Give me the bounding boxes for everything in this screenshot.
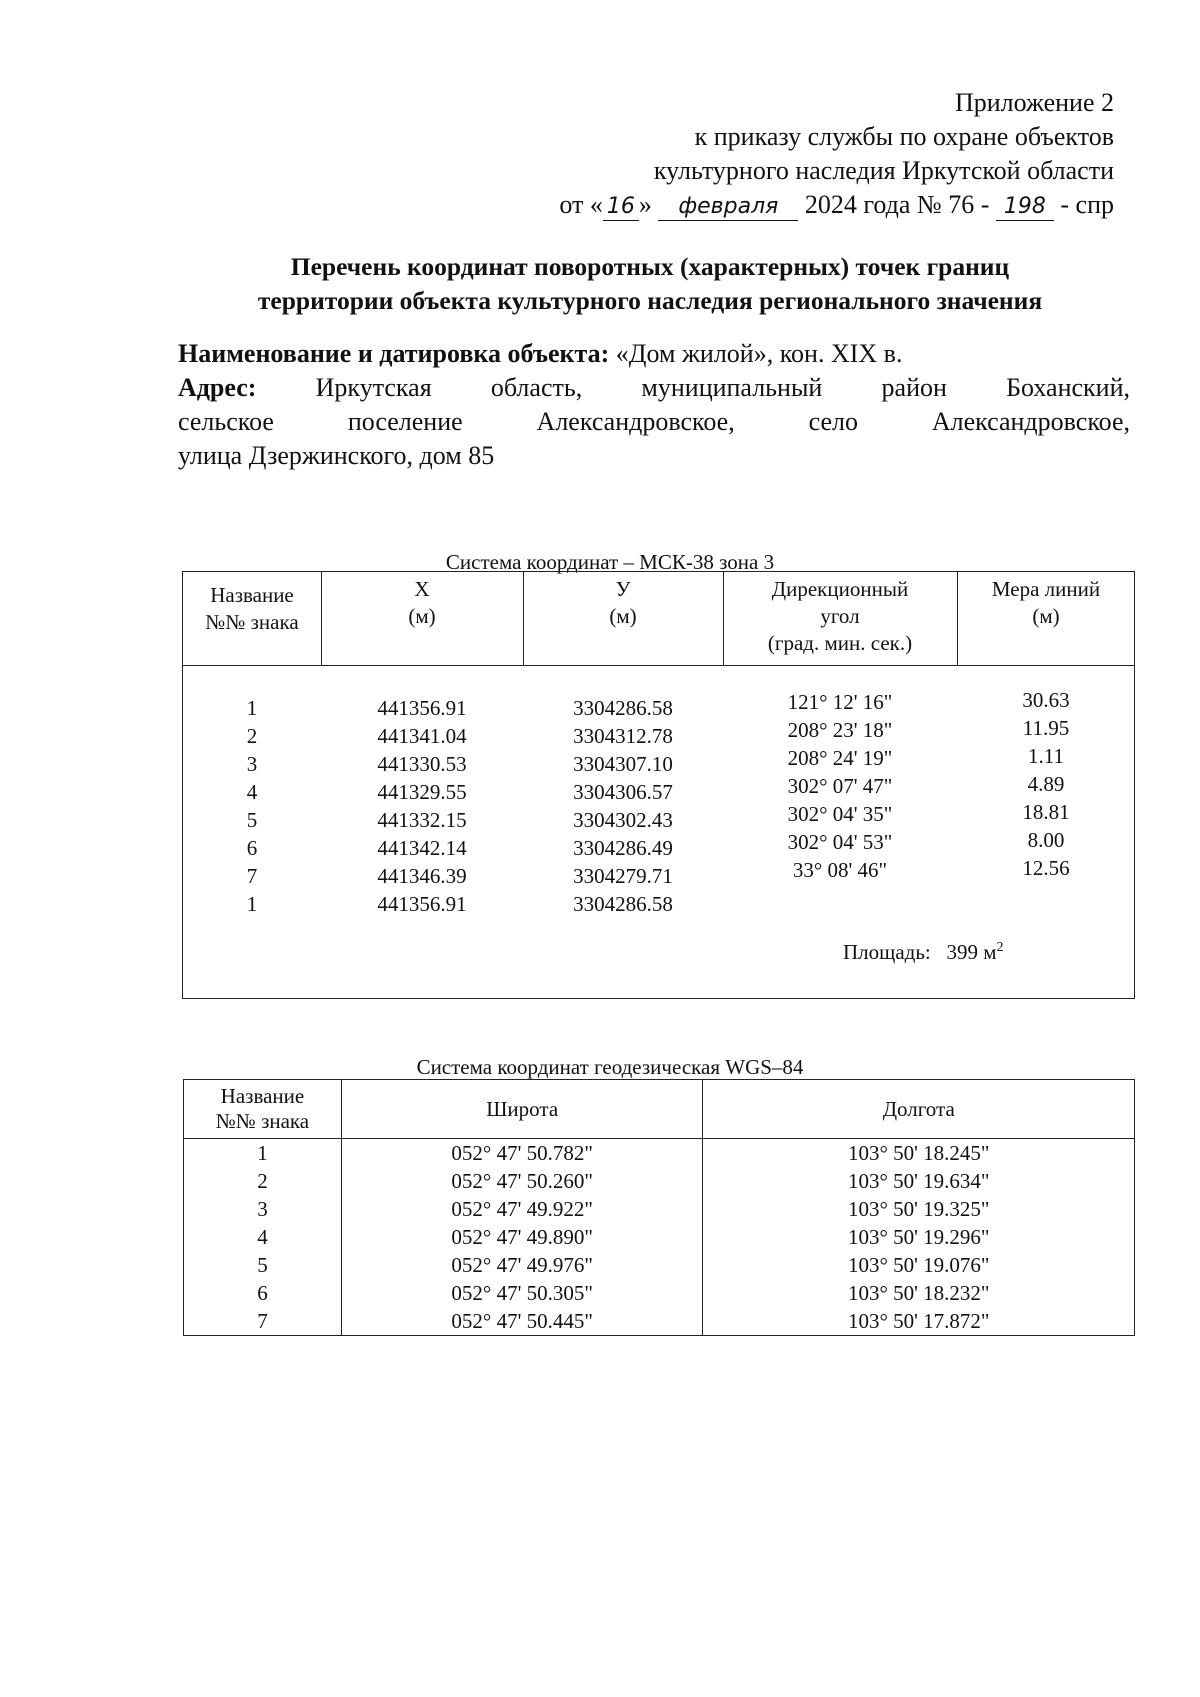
cell-latitude: 052° 47' 50.305" <box>341 1279 703 1307</box>
cell-length: 8.00 <box>1027 828 1065 852</box>
header-name-l1: Название <box>210 583 294 607</box>
cell-n: 3 <box>184 1195 342 1223</box>
cell-y: 3304306.57 <box>573 780 673 804</box>
appendix-line-1: Приложение 2 <box>954 88 1114 117</box>
table-row <box>184 1223 1135 1251</box>
header-name-l2: №№ знака <box>215 1109 310 1133</box>
header-length-l2: (м) <box>1032 604 1060 628</box>
area-unit-power: 2 <box>996 940 1004 955</box>
cell-longitude: 103° 50' 19.634" <box>703 1167 1135 1195</box>
cell-x: 441330.53 <box>377 752 467 776</box>
address-line-2: сельское поселение Александровское, село Александровское, <box>178 407 1130 436</box>
cell-longitude: 103° 50' 19.076" <box>703 1251 1135 1279</box>
header-angle-l2: угол <box>820 604 860 628</box>
cell-n: 7 <box>184 1307 342 1336</box>
cell-length: 12.56 <box>1022 856 1070 880</box>
cell-x: 441356.91 <box>377 696 467 720</box>
cell-x: 441341.04 <box>377 724 467 748</box>
cell-n: 6 <box>184 1279 342 1307</box>
cell-latitude: 052° 47' 50.782" <box>341 1139 703 1168</box>
address-line-3: улица Дзержинского, дом 85 <box>178 441 495 470</box>
cell-x: 441356.91 <box>377 892 467 916</box>
area-label: Площадь: <box>843 940 931 964</box>
column-x <box>321 694 523 918</box>
cell-angle: 33° 08' 46" <box>792 858 888 882</box>
cell-longitude: 103° 50' 19.325" <box>703 1195 1135 1223</box>
cell-y: 3304279.71 <box>573 864 673 888</box>
cell-n: 7 <box>246 864 258 888</box>
cell-angle: 302° 04' 35" <box>787 802 893 826</box>
cell-x: 441342.14 <box>377 836 467 860</box>
cell-longitude: 103° 50' 17.872" <box>703 1307 1135 1336</box>
cell-n: 2 <box>184 1167 342 1195</box>
header-name <box>184 1080 342 1139</box>
cell-x: 441332.15 <box>377 808 467 832</box>
cell-latitude: 052° 47' 49.890" <box>341 1223 703 1251</box>
table-row <box>184 1139 1135 1168</box>
order-year: 2024 года № 76 - <box>804 190 990 219</box>
column-point-number <box>183 694 321 918</box>
cell-angle: 121° 12' 16" <box>787 690 893 714</box>
cell-latitude: 052° 47' 50.260" <box>341 1167 703 1195</box>
cell-n: 3 <box>246 752 258 776</box>
table2-header-row <box>184 1080 1135 1139</box>
header-x-l1: X <box>414 577 430 601</box>
table2-caption: Система координат геодезическая WGS–84 <box>416 1055 804 1079</box>
cell-angle: 208° 24' 19" <box>787 746 893 770</box>
area-value: 399 м <box>946 940 997 964</box>
cell-length: 4.89 <box>1027 772 1065 796</box>
cell-latitude: 052° 47' 50.445" <box>341 1307 703 1336</box>
appendix-line-3: культурного наследия Иркутской области <box>653 156 1114 185</box>
handwritten-month: февраля <box>658 194 798 221</box>
order-mid: » <box>638 190 652 219</box>
header-name <box>183 582 321 636</box>
column-y <box>523 694 723 918</box>
header-x-l2: (м) <box>408 604 436 628</box>
header-name-l2: №№ знака <box>205 610 299 634</box>
cell-n: 5 <box>184 1251 342 1279</box>
order-prefix: от « <box>559 190 603 219</box>
table-row <box>184 1251 1135 1279</box>
cell-longitude: 103° 50' 18.245" <box>703 1139 1135 1168</box>
handwritten-day: 16 <box>603 194 639 221</box>
header-angle-l1: Дирекционный <box>771 577 909 601</box>
table-row <box>184 1195 1135 1223</box>
appendix-header <box>559 86 1114 222</box>
cell-n: 6 <box>246 836 258 860</box>
table2-wgs84 <box>183 1079 1135 1336</box>
header-y-l2: (м) <box>609 604 637 628</box>
cell-longitude: 103° 50' 19.296" <box>703 1223 1135 1251</box>
title-line-2: территории объекта культурного наследия регионального значения <box>257 286 1043 315</box>
cell-length: 11.95 <box>1022 716 1070 740</box>
table1-header-divider <box>183 665 1134 666</box>
header-y-l1: У <box>615 577 631 601</box>
column-angle <box>723 688 957 884</box>
cell-n: 1 <box>184 1139 342 1168</box>
order-suffix: - спр <box>1060 190 1114 219</box>
header-longitude: Долгота <box>703 1080 1135 1139</box>
cell-angle: 208° 23' 18" <box>787 718 893 742</box>
cell-x: 441329.55 <box>377 780 467 804</box>
header-length <box>957 576 1135 630</box>
cell-length: 1.11 <box>1028 744 1064 768</box>
table-row <box>184 1307 1135 1336</box>
cell-y: 3304286.58 <box>573 892 673 916</box>
cell-n: 4 <box>184 1223 342 1251</box>
header-name-l1: Название <box>220 1084 305 1108</box>
address-text-1: Иркутская область, муниципальный район Боханский, <box>315 373 1130 402</box>
cell-x: 441346.39 <box>377 864 467 888</box>
header-angle-l3: (град. мин. сек.) <box>767 631 913 655</box>
header-y <box>523 576 723 630</box>
cell-angle: 302° 07' 47" <box>787 774 893 798</box>
object-name-label: Наименование и датировка объекта: <box>178 339 610 368</box>
cell-y: 3304286.49 <box>573 836 673 860</box>
object-info <box>178 337 1130 473</box>
cell-n: 5 <box>246 808 258 832</box>
table1-caption: Система координат – МСК-38 зона 3 <box>445 550 775 574</box>
table1-msk38 <box>182 571 1135 999</box>
cell-n: 1 <box>246 892 258 916</box>
cell-length: 18.81 <box>1022 800 1070 824</box>
cell-n: 1 <box>246 696 258 720</box>
cell-y: 3304286.58 <box>573 696 673 720</box>
cell-n: 4 <box>246 780 258 804</box>
appendix-line-2: к приказу службы по охране объектов <box>694 122 1114 151</box>
address-label: Адрес: <box>178 373 257 402</box>
table-row <box>184 1279 1135 1307</box>
cell-length: 30.63 <box>1022 688 1070 712</box>
cell-y: 3304312.78 <box>573 724 673 748</box>
column-length <box>957 686 1135 882</box>
area <box>843 940 1004 965</box>
header-latitude: Широта <box>341 1080 703 1139</box>
cell-latitude: 052° 47' 49.922" <box>341 1195 703 1223</box>
title-line-1: Перечень координат поворотных (характерных) точек границ <box>290 252 1010 281</box>
cell-y: 3304302.43 <box>573 808 673 832</box>
header-angle <box>723 576 957 657</box>
header-x <box>321 576 523 630</box>
address-line-1 <box>178 371 1130 405</box>
object-name-value: «Дом жилой», кон. XIX в. <box>615 339 903 368</box>
document-title <box>170 250 1130 318</box>
object-name <box>178 337 1130 371</box>
order-date-line <box>559 188 1114 222</box>
cell-n: 2 <box>246 724 258 748</box>
cell-y: 3304307.10 <box>573 752 673 776</box>
header-length-l1: Мера линий <box>991 577 1101 601</box>
cell-longitude: 103° 50' 18.232" <box>703 1279 1135 1307</box>
table-row <box>184 1167 1135 1195</box>
cell-latitude: 052° 47' 49.976" <box>341 1251 703 1279</box>
handwritten-number: 198 <box>996 194 1054 221</box>
cell-angle: 302° 04' 53" <box>787 830 893 854</box>
